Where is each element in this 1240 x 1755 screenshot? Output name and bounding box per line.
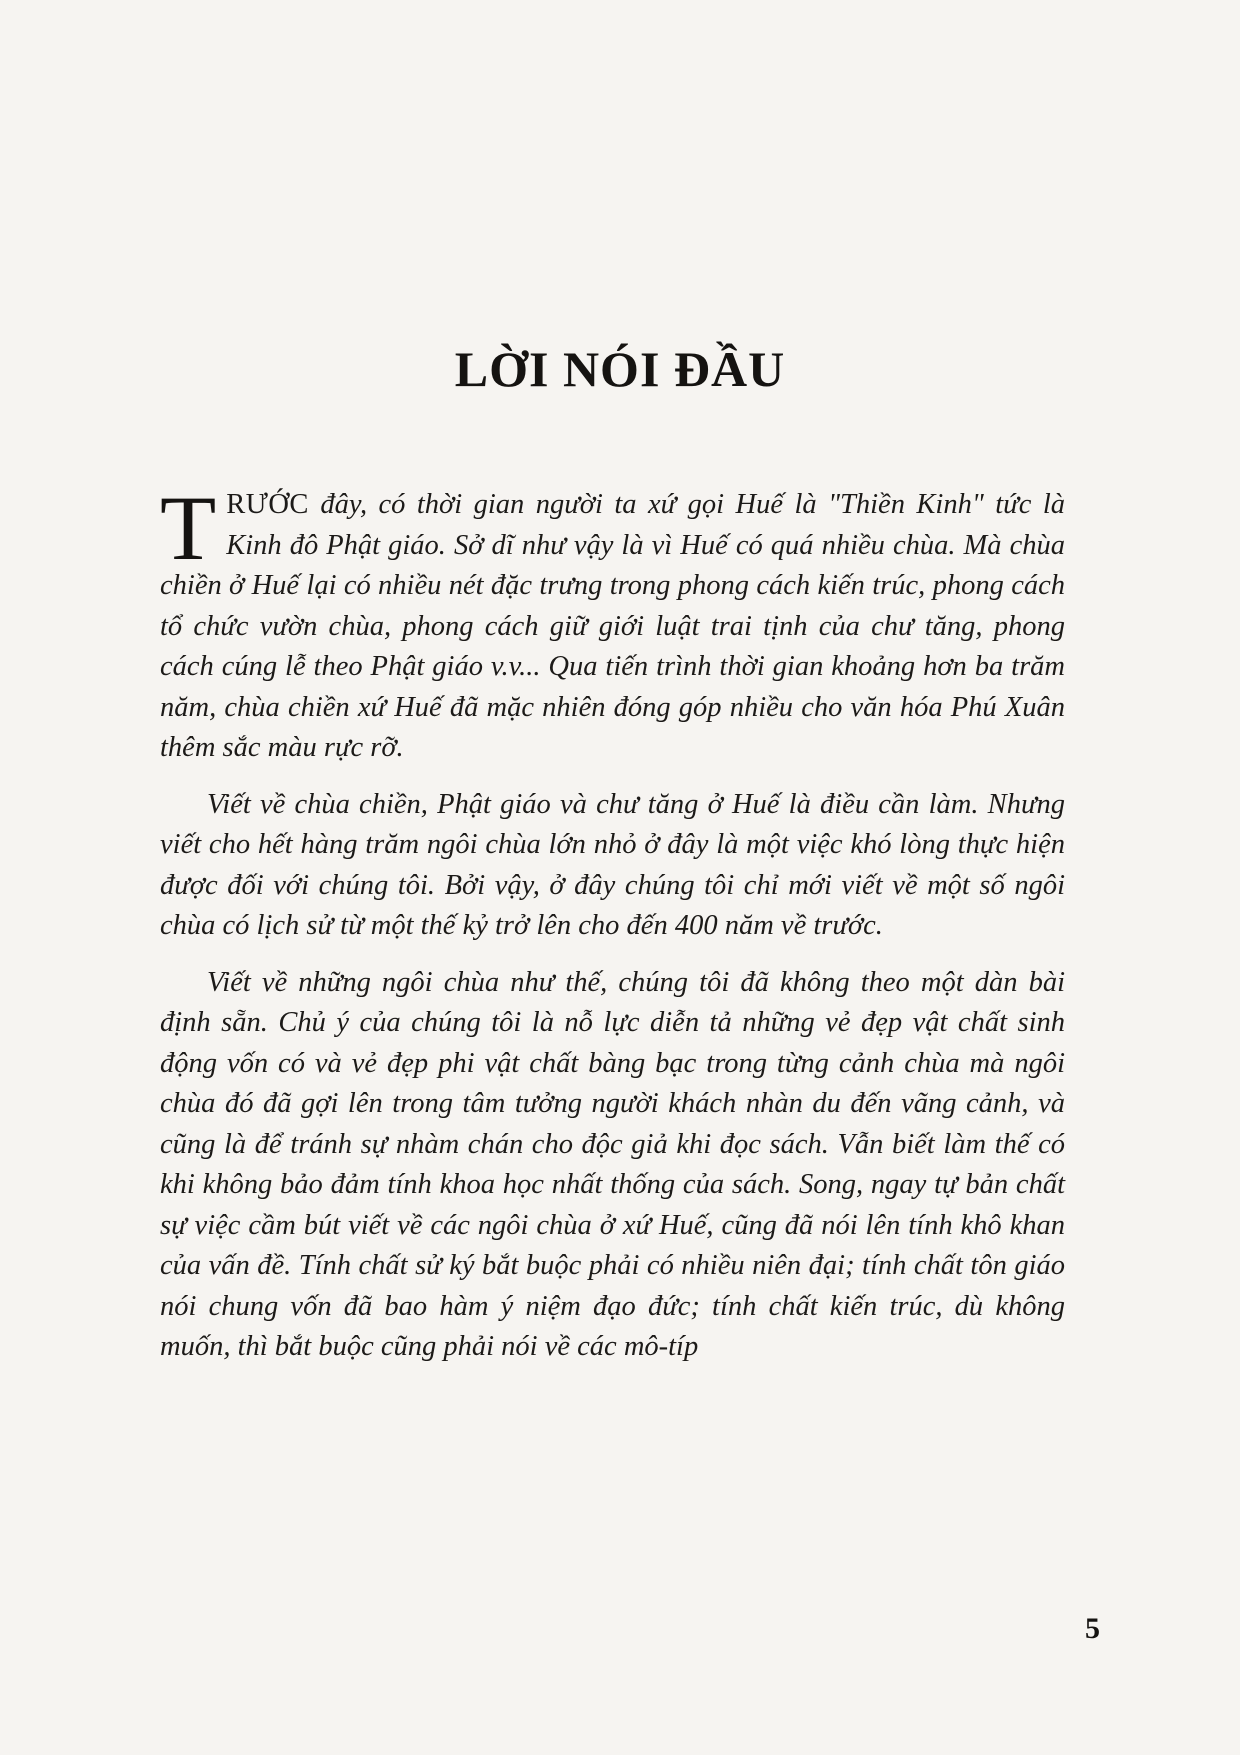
page-number: 5	[1085, 1612, 1100, 1645]
paragraph-1	[160, 477, 1065, 769]
lead-caps: RƯỚC	[226, 489, 309, 520]
chapter-heading: LỜI NÓI ĐẦU	[454, 341, 786, 397]
paragraph-3: Viết về những ngôi chùa như thế, chúng tôi đã không theo một dàn bài định sẵn. Chủ ý của chúng tôi là nỗ lực diễn tả những vẻ đẹp vật chất sinh động vốn có và vẻ đẹp phi vật chất bàng bạc trong từng cảnh chùa mà ngôi chùa đó đã gợi lên trong tâm tưởng người khách nhàn du đến vãng cảnh, và cũng là để tránh sự nhàm chán cho độc giả khi đọc sách. Vẫn biết làm thế có khi không bảo đảm tính khoa học nhất thống của sách. Song, ngay tự bản chất sự việc cầm bút viết về các ngôi chùa ở xứ Huế, cũng đã nói lên tính khô khan của vấn đề. Tính chất sử ký bắt buộc phải có nhiều niên đại; tính chất tôn giáo nói chung vốn đã bao hàm ý niệm đạo đức; tính chất kiến trúc, dù không muốn, thì bắt buộc cũng phải nói về các mô-típ	[160, 966, 1065, 1362]
paragraph-2: Viết về chùa chiền, Phật giáo và chư tăng ở Huế là điều cần làm. Nhưng viết cho hết hàng trăm ngôi chùa lớn nhỏ ở đây là một việc khó lòng thực hiện được đối với chúng tôi. Bởi vậy, ở đây chúng tôi chỉ mới viết về một số ngôi chùa có lịch sử từ một thế kỷ trở lên cho đến 400 năm về trước.	[160, 788, 1065, 941]
drop-cap: T	[160, 477, 217, 579]
paragraph-1-text: đây, có thời gian người ta xứ gọi Huế là "Thiền Kinh" tức là Kinh đô Phật giáo. Sở dĩ như vậy là vì Huế có quá nhiều chùa. Mà chùa chiền ở Huế lại có nhiều nét đặc trưng trong phong cách kiến trúc, phong cách tổ chức vườn chùa, phong cách giữ giới luật trai tịnh của chư tăng, phong cách cúng lễ theo Phật giáo v.v... Qua tiến trình thời gian khoảng hơn ba trăm năm, chùa chiền xứ Huế đã mặc nhiên đóng góp nhiều cho văn hóa Phú Xuân thêm sắc màu rực rỡ.	[160, 489, 1065, 763]
body-text	[160, 477, 1065, 1368]
